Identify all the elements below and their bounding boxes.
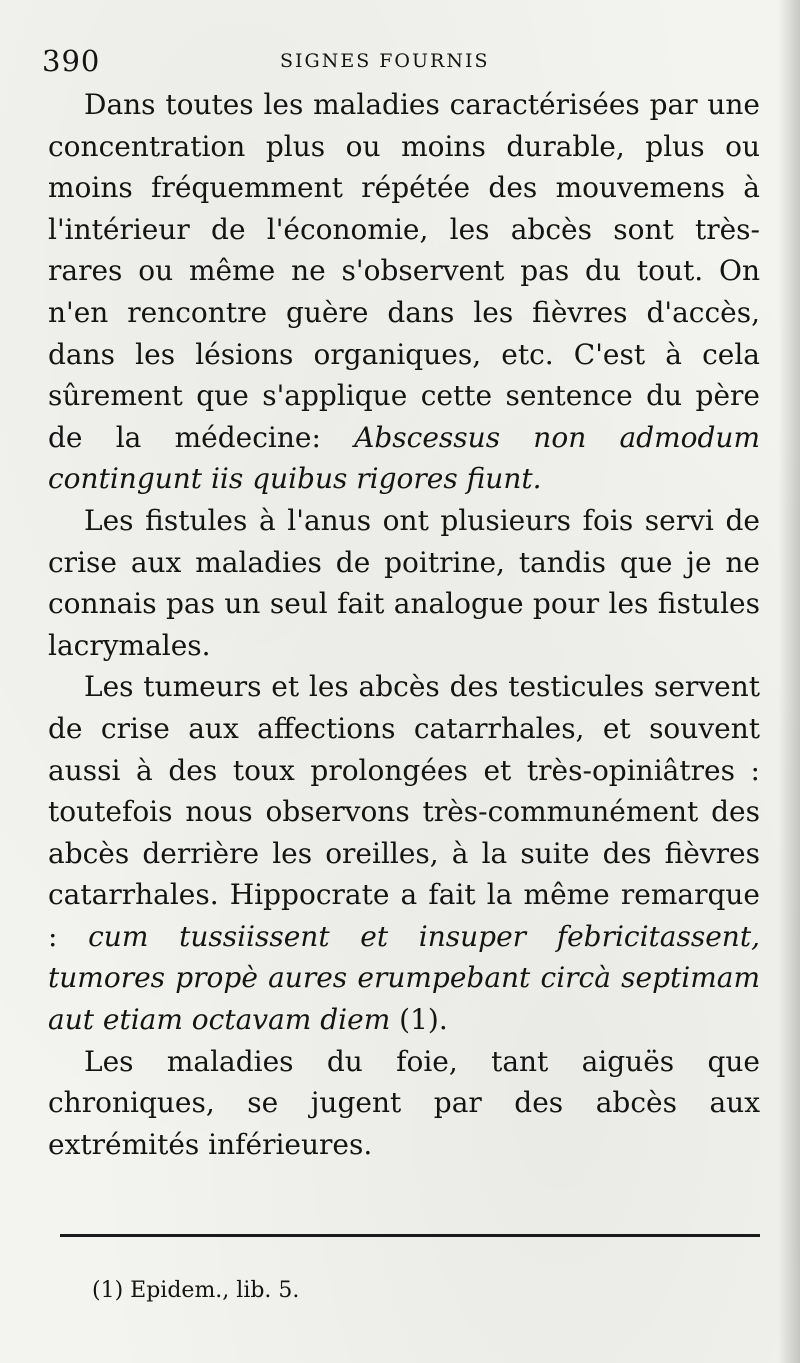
footnote-divider	[60, 1234, 760, 1237]
paragraph-4	[48, 1041, 760, 1166]
page-edge-shadow	[778, 0, 800, 1363]
paragraph-3-text: Les tumeurs et les abcès des testicules servent de crise aux affections catarrhales, et souvent aussi à des toux prolongées et très-opiniâtres : toutefois nous observons très-communément des abcès derrière les oreilles, à la suite des fièvres catarrhales. Hippocrate a fait la même remarque :	[48, 670, 760, 953]
paragraph-4-text: Les maladies du foie, tant aiguës que chroniques, se jugent par des abcès aux extrémités inférieures.	[48, 1044, 760, 1161]
page-header	[42, 44, 762, 84]
paragraph-1-text: Dans toutes les maladies caractérisées par une concentration plus ou moins durable, plus ou moins fréquemment répétée des mouvemens à l'intérieur de l'économie, les abcès sont très-rares ou même ne s'observent pas du tout. On n'en rencontre guère dans les fièvres d'accès, dans les lésions organiques, etc. C'est à cela sûrement que s'applique cette sentence du père de la médecine:	[48, 88, 760, 454]
paragraph-2	[48, 500, 760, 666]
body-text	[48, 84, 760, 1165]
footnote: (1) Epidem., lib. 5.	[92, 1278, 300, 1303]
paragraph-3-after: (1).	[390, 1003, 448, 1037]
running-head: SIGNES FOURNIS	[280, 50, 490, 72]
paragraph-1-latin-quote: Abscessus non admodum contingunt iis quibus rigores fiunt.	[48, 420, 760, 496]
paragraph-1	[48, 84, 760, 500]
paragraph-2-text: Les fistules à l'anus ont plusieurs fois servi de crise aux maladies de poitrine, tandis que je ne connais pas un seul fait analogue pour les fistules lacrymales.	[48, 503, 760, 662]
paragraph-3	[48, 666, 760, 1040]
paragraph-3-latin-quote: cum tussiissent et insuper febricitassent, tumores propè aures erumpebant circà septimam aut etiam octavam diem	[48, 919, 760, 1037]
page-number: 390	[42, 44, 101, 78]
